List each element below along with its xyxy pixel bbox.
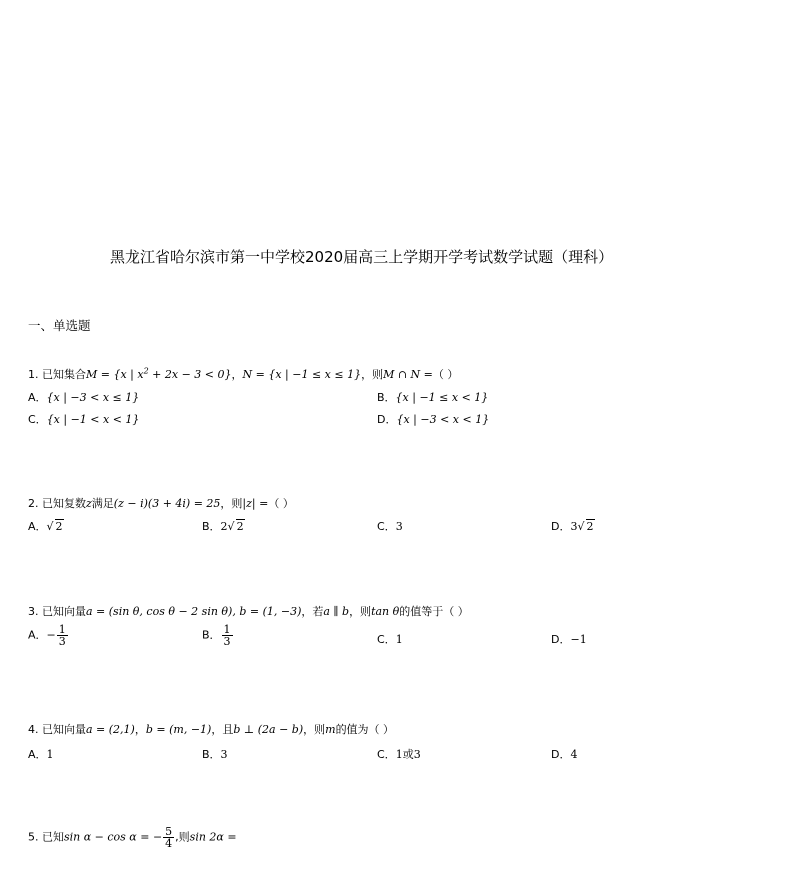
math-set-n: N = {x | −1 ≤ x ≤ 1} [242, 368, 362, 381]
question-text: 已知向量 [42, 723, 86, 736]
option-c: C．1 [377, 633, 403, 646]
option-b: B．2√ 2 [202, 520, 244, 533]
option-math: {x | −1 < x < 1} [46, 413, 140, 426]
question-text: 已知 [42, 830, 64, 844]
math-lhs: sin α − cos α = − [64, 830, 163, 844]
math-perpendicular: b ⊥ (2a − b) [233, 723, 304, 736]
question-number: 3. [28, 605, 39, 618]
question-text: 已知集合 [42, 368, 86, 381]
question-number: 4. [28, 723, 39, 736]
question-text: 已知向量 [42, 605, 86, 618]
question-text: ，若 [301, 605, 324, 618]
question-text: 的值等于（ ） [399, 605, 469, 618]
option-d: D．{x | −3 < x < 1} [377, 413, 490, 426]
math-set-m: M = {x | $x^2 + 2x - 3 < 0$} [86, 366, 232, 381]
sqrt-radicand: 2 [236, 520, 244, 533]
option-c: C．{x | −1 < x < 1} [28, 413, 140, 426]
question-text: ,则 [175, 830, 190, 844]
option-math: {x | −3 < x ≤ 1} [46, 391, 140, 404]
option-a: A．1 [28, 748, 54, 761]
math-intersection: M ∩ N = [383, 368, 433, 381]
option-d: D．4 [551, 748, 578, 761]
question-text: ，则 [361, 368, 384, 381]
question-text: 已知复数 [42, 497, 86, 510]
option-a: A．{x | −3 < x ≤ 1} [28, 391, 140, 404]
option-math: 4 [570, 748, 578, 761]
option-math: {x | −1 ≤ x < 1} [395, 391, 489, 404]
question-1 [28, 366, 458, 382]
question-text: ，则 [303, 723, 326, 736]
math-z: z [86, 497, 92, 510]
option-b: B．{x | −1 ≤ x < 1} [377, 391, 489, 404]
option-math: 1 [395, 633, 403, 646]
option-d: D．−1 [551, 633, 587, 646]
question-text: ，则 [349, 605, 372, 618]
option-d: D．3√ 2 [551, 520, 594, 533]
document-title: 黑龙江省哈尔滨市第一中学校2020届高三上学期开学考试数学试题（理科） [110, 248, 614, 266]
math-fraction: $\frac{5}{4}$ [165, 825, 173, 850]
question-number: 2. [28, 497, 39, 510]
math-vectors: a = (sin θ, cos θ − 2 sin θ), b = (1, −3) [86, 605, 302, 618]
section-heading: 一、单选题 [28, 318, 91, 333]
separator: ， [231, 368, 243, 381]
math-m: m [325, 723, 336, 736]
question-4 [28, 721, 394, 737]
question-3 [28, 603, 469, 619]
question-2 [28, 495, 294, 511]
question-text: ，且 [211, 723, 234, 736]
option-a: A．√ 2 [28, 520, 63, 533]
option-math: 3 [395, 520, 403, 533]
math-vector-b: b = (m, −1) [145, 723, 212, 736]
question-text: ，则 [220, 497, 243, 510]
question-text: 的值为（ ） [335, 723, 395, 736]
math-tan: tan θ [371, 605, 400, 618]
option-c: C．1或3 [377, 748, 421, 761]
option-c: C．3 [377, 520, 403, 533]
option-b: B． $\frac{1}{3}$ [202, 623, 231, 648]
option-b: B．3 [202, 748, 228, 761]
math-abs: |z| = [242, 497, 269, 510]
question-5 [28, 826, 237, 849]
question-number: 1. [28, 368, 39, 381]
option-a: A．− $\frac{1}{3}$ [28, 623, 66, 648]
sqrt-radicand: 2 [55, 520, 63, 533]
math-vector-a: a = (2,1) [86, 723, 135, 736]
sqrt-radicand: 2 [586, 520, 594, 533]
option-math: 3 [220, 748, 228, 761]
question-number: 5. [28, 830, 39, 844]
option-math: −1 [570, 633, 587, 646]
separator: ， [134, 723, 146, 736]
option-math: 1 [46, 748, 54, 761]
option-math: {x | −3 < x < 1} [396, 413, 490, 426]
math-equation: (z − i)(3 + 4i) = 25 [113, 497, 221, 510]
answer-paren: （ ） [268, 497, 294, 510]
answer-paren: （ ） [432, 368, 459, 381]
math-rhs: sin 2α = [189, 830, 237, 844]
question-text: 满足 [91, 497, 114, 510]
math-parallel: a ∥ b [323, 605, 350, 618]
